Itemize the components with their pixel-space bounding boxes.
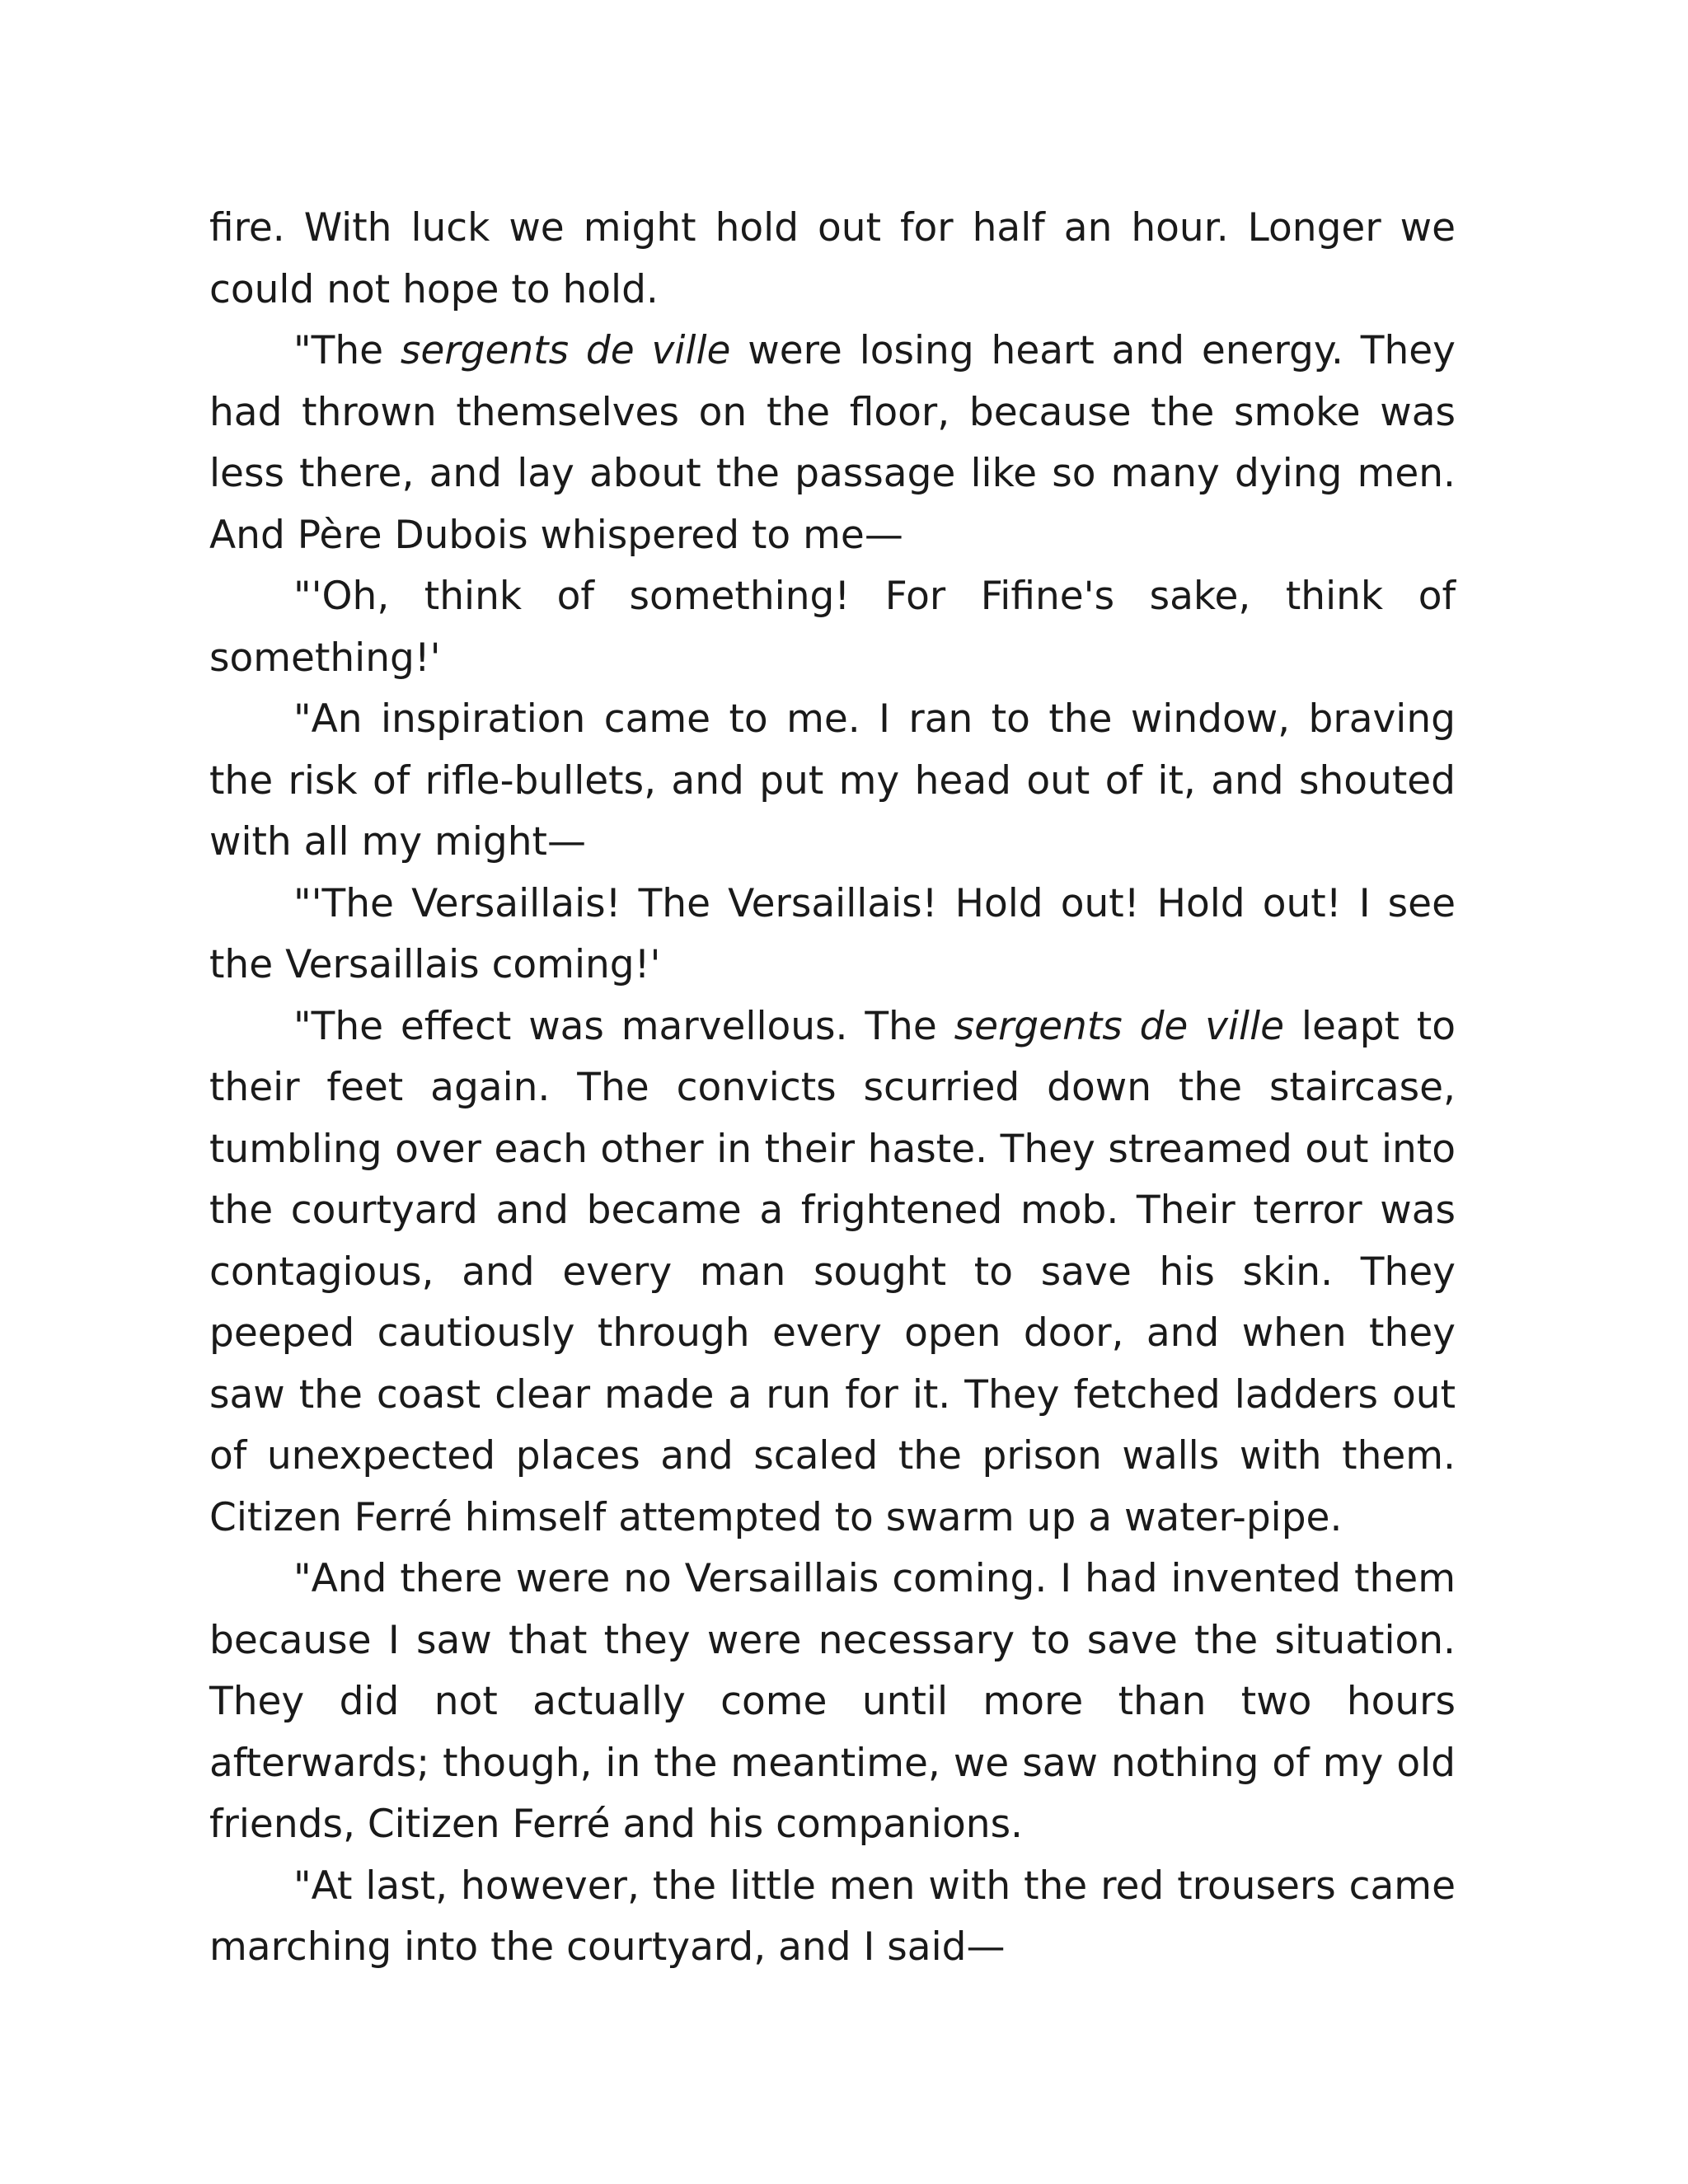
text-run: "'The Versaillais! The Versaillais! Hold out! Hold out! I see the Versaillais coming!' — [209, 880, 1456, 987]
paragraph-p2 — [209, 321, 1456, 566]
text-run: "And there were no Versaillais coming. I had invented them because I saw that they were necessary to save the situation. They did not actually come until more than two hours afterwards; though, in the meantime, we saw nothing of my old friends, Citizen Ferré and his companions. — [209, 1556, 1456, 1847]
body-text — [209, 198, 1456, 1979]
paragraph-p1 — [209, 198, 1456, 321]
text-run: "'Oh, think of something! For Fifine's sake, think of something!' — [209, 574, 1456, 681]
italic-phrase: sergents de ville — [400, 328, 731, 373]
text-run: were losing heart and energy. They had thrown themselves on the floor, because the smoke was less there, and lay about the passage like so many dying men. And Père Dubois whispered to me— — [209, 328, 1456, 558]
paragraph-p3 — [209, 566, 1456, 689]
paragraph-p4 — [209, 689, 1456, 874]
text-run: "The — [293, 328, 401, 373]
paragraph-p7 — [209, 1549, 1456, 1856]
text-run: leapt to their feet again. The convicts scurried down the staircase, tumbling over each other in their haste. They streamed out into the courtyard and became a frightened mob. Their terror was contagious, and every man sought to save his skin. They peeped cautiously through every open door, and when they saw the coast clear made a run for it. They fetched ladders out of unexpected places and scaled the prison walls with them. Citizen Ferré himself attempted to swarm up a water-pipe. — [209, 1003, 1456, 1540]
text-run: "At last, however, the little men with the red trousers came marching into the courtyard, and I said— — [209, 1863, 1456, 1970]
text-run: "The effect was marvellous. The — [293, 1003, 954, 1049]
text-run: "An inspiration came to me. I ran to the window, braving the risk of rifle-bullets, and put my head out of it, and shouted with all my might— — [209, 696, 1456, 865]
paragraph-p5 — [209, 874, 1456, 996]
italic-phrase: sergents de ville — [954, 1003, 1285, 1049]
paragraph-p8 — [209, 1856, 1456, 1979]
paragraph-p6 — [209, 996, 1456, 1549]
text-run: fire. With luck we might hold out for half an hour. Longer we could not hope to hold. — [209, 205, 1456, 312]
